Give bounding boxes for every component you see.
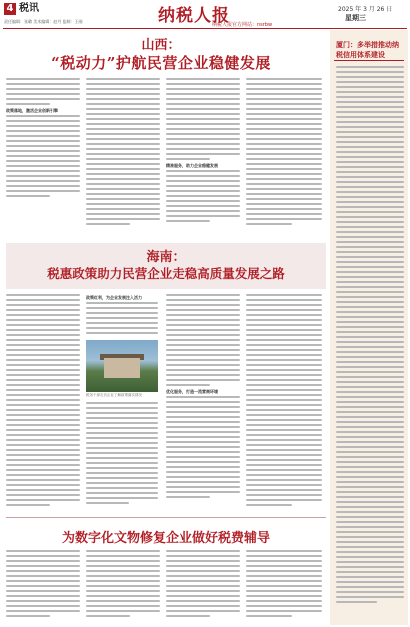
issue-weekday: 星期三 — [345, 14, 366, 22]
bottom-article-divider — [6, 517, 326, 518]
sidebar-text — [336, 66, 404, 621]
masthead-rule — [3, 28, 407, 29]
mid-article-subhead-1: 政策红利，为企业发展注入活力 — [86, 295, 142, 300]
mid-article-headline: 税惠政策助力民营企业走稳高质量发展之路 — [47, 266, 285, 281]
bottom-article-column-4 — [246, 550, 322, 622]
top-article-subhead-1: 政策落地，激活企业创新引擎 — [6, 108, 58, 113]
top-article-column-1 — [6, 78, 80, 236]
top-article-column-3 — [166, 78, 240, 236]
top-article-column-4 — [246, 78, 322, 236]
mid-article-subhead-2: 优化服务，打造一流营商环境 — [166, 389, 218, 394]
sidebar-headline: 厦门：多举措推动纳税信用体系建设 — [336, 41, 399, 59]
top-article-subhead-2: 精准服务，助力企业稳健发展 — [166, 163, 218, 168]
page-number: 4 — [4, 3, 16, 15]
site-domain: nsrbw — [257, 22, 273, 28]
mid-article-column-2-top — [86, 294, 158, 338]
site-prefix: 纳税人报官方网站： — [212, 22, 258, 28]
bottom-article-headline: 为数字化文物修复企业做好税费辅导 — [61, 531, 270, 546]
site-url — [212, 21, 272, 28]
mid-article-column-2-bottom — [86, 402, 158, 512]
top-article-headline: “税动力”护航民营企业稳健发展 — [51, 54, 271, 72]
issue-date: 2025 年 3 月 26 日 — [338, 6, 393, 13]
bottom-article-column-3 — [166, 550, 240, 622]
mid-article-column-4 — [246, 294, 322, 512]
top-article-column-2 — [86, 78, 160, 236]
bottom-article-column-2 — [86, 550, 160, 622]
newspaper-brand: 纳税人报 — [158, 6, 230, 26]
photo-building — [104, 358, 140, 378]
editor-credits: 责任编辑：张璐 美术编辑：赵丹 监制：王刚 — [4, 19, 83, 24]
bottom-article-column-1 — [6, 550, 80, 622]
photo-caption: 税务干部走访企业了解政策落实情况 — [86, 393, 142, 397]
mid-article-column-3 — [166, 294, 240, 512]
section-name: 税讯 — [19, 3, 39, 14]
sidebar-rule — [334, 60, 404, 61]
masthead — [0, 0, 410, 30]
top-article-kicker: 山西： — [141, 38, 181, 53]
article-photo — [86, 340, 158, 392]
mid-article-kicker: 海南： — [146, 250, 186, 265]
mid-article-column-1 — [6, 294, 80, 512]
